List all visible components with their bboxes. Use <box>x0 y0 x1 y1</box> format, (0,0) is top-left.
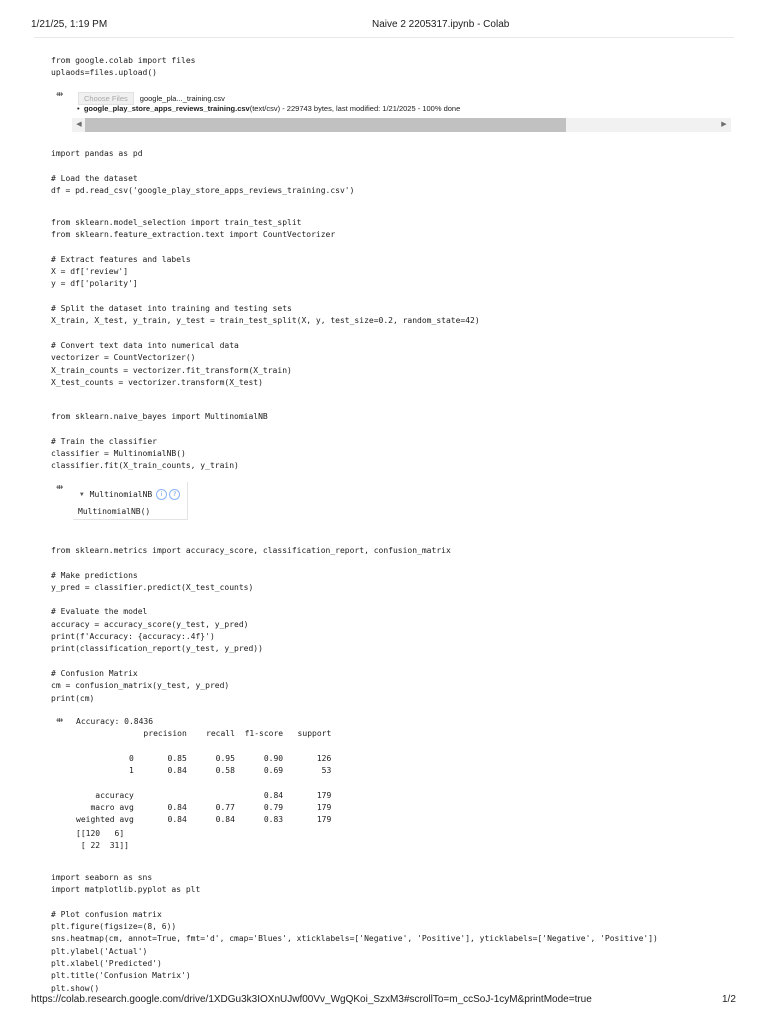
code-cell-train[interactable]: from sklearn.naive_bayes import MultinomialNB # Train the classifier classifier = MultinomialNB() classifier.fit(X_train_counts, y_train) <box>51 412 268 471</box>
estimator-title: MultinomialNB <box>89 489 153 499</box>
help-icon[interactable]: ? <box>169 489 180 500</box>
code-cell-evaluate[interactable]: from sklearn.metrics import accuracy_score, classification_report, confusion_matrix # Make predictions y_pred = classifier.predict(X_test_counts) # Evaluate the model accuracy = accuracy_score(y_test, y_pred) print(f'Accuracy: {accuracy:.4f}') print(classification_report(y_test, y_pred)) # Confusion Matrix cm = confusion_matrix(y_test, y_pred) print(cm) <box>51 546 451 703</box>
chosen-file-label: google_pla..._training.csv <box>139 93 225 103</box>
upload-result-line <box>77 104 460 113</box>
page-number: 1/2 <box>722 994 736 1005</box>
code-cell-preprocess[interactable]: from sklearn.model_selection import train_test_split from sklearn.feature_extraction.text import CountVectorizer # Extract features and labels X = df['review'] y = df['polarity'] # Split the dataset into training and testing sets X_train, X_test, y_train, y_test = train_test_split(X, y, test_size=0.2, random_state=42) # Convert text data into numerical data vectorizer = CountVectorizer() X_train_counts = vectorizer.fit_transform(X_train) X_test_counts = vectorizer.transform(X_test) <box>51 218 480 387</box>
collapse-caret-icon[interactable]: ▼ <box>80 490 84 498</box>
code-cell-plot[interactable]: import seaborn as sns import matplotlib.pyplot as plt # Plot confusion matrix plt.figure(figsize=(8, 6)) sns.heatmap(cm, annot=True, fmt='d', cmap='Blues', xticklabels=['Negative', 'Positive'], yticklabels=['Negative', 'Positive']) plt.ylabel('Actual') plt.xlabel('Predicted') plt.title('Confusion Matrix') plt.show() <box>51 873 658 993</box>
page-title: Naive 2 2205317.ipynb - Colab <box>372 19 510 30</box>
scroll-right-icon[interactable]: ▶ <box>721 121 727 128</box>
print-datetime: 1/21/25, 1:19 PM <box>31 19 108 30</box>
scrollbar-thumb[interactable] <box>85 118 566 132</box>
footer-url: https://colab.research.google.com/drive/1XDGu3k3IOXnUJwf00Vv_WgQKoi_SzxM3#scrollTo=m_ccSoJ-1cyM&printMode=true <box>31 994 592 1005</box>
horizontal-scrollbar[interactable] <box>72 118 731 132</box>
scroll-left-icon[interactable]: ◀ <box>76 121 82 128</box>
estimator-repr: MultinomialNB() <box>78 507 151 516</box>
output-toggle-icon[interactable]: ⇻ <box>55 90 64 100</box>
uploaded-file-details: (text/csv) - 229743 bytes, last modified: 1/21/2025 - 100% done <box>249 104 461 113</box>
uploaded-file-name: google_play_store_apps_reviews_training.csv <box>83 104 250 113</box>
choose-files-button[interactable]: Choose Files <box>78 92 134 105</box>
info-icon[interactable]: i <box>156 489 167 500</box>
output-toggle-icon[interactable]: ⇻ <box>55 483 64 493</box>
file-upload-widget <box>78 92 225 104</box>
confusion-matrix-output: [[120 6] [ 22 31]] <box>76 829 129 851</box>
estimator-header[interactable] <box>80 488 180 500</box>
bullet-icon: • <box>77 104 80 113</box>
output-toggle-icon[interactable]: ⇻ <box>55 716 64 726</box>
header-divider <box>34 37 734 38</box>
classification-report-output: Accuracy: 0.8436 precision recall f1-score support 0 0.85 0.95 0.90 126 1 0.84 0.58 0.69 53 accuracy 0.84 179 macro avg 0.84 0.77 0.79 179 weighted avg 0.84 0.84 0.83 179 <box>76 717 332 825</box>
code-cell-upload[interactable]: from google.colab import files uplaods=files.upload() <box>51 56 196 78</box>
code-cell-load-dataset[interactable]: import pandas as pd # Load the dataset df = pd.read_csv('google_play_store_apps_reviews_training.csv') <box>51 149 355 195</box>
